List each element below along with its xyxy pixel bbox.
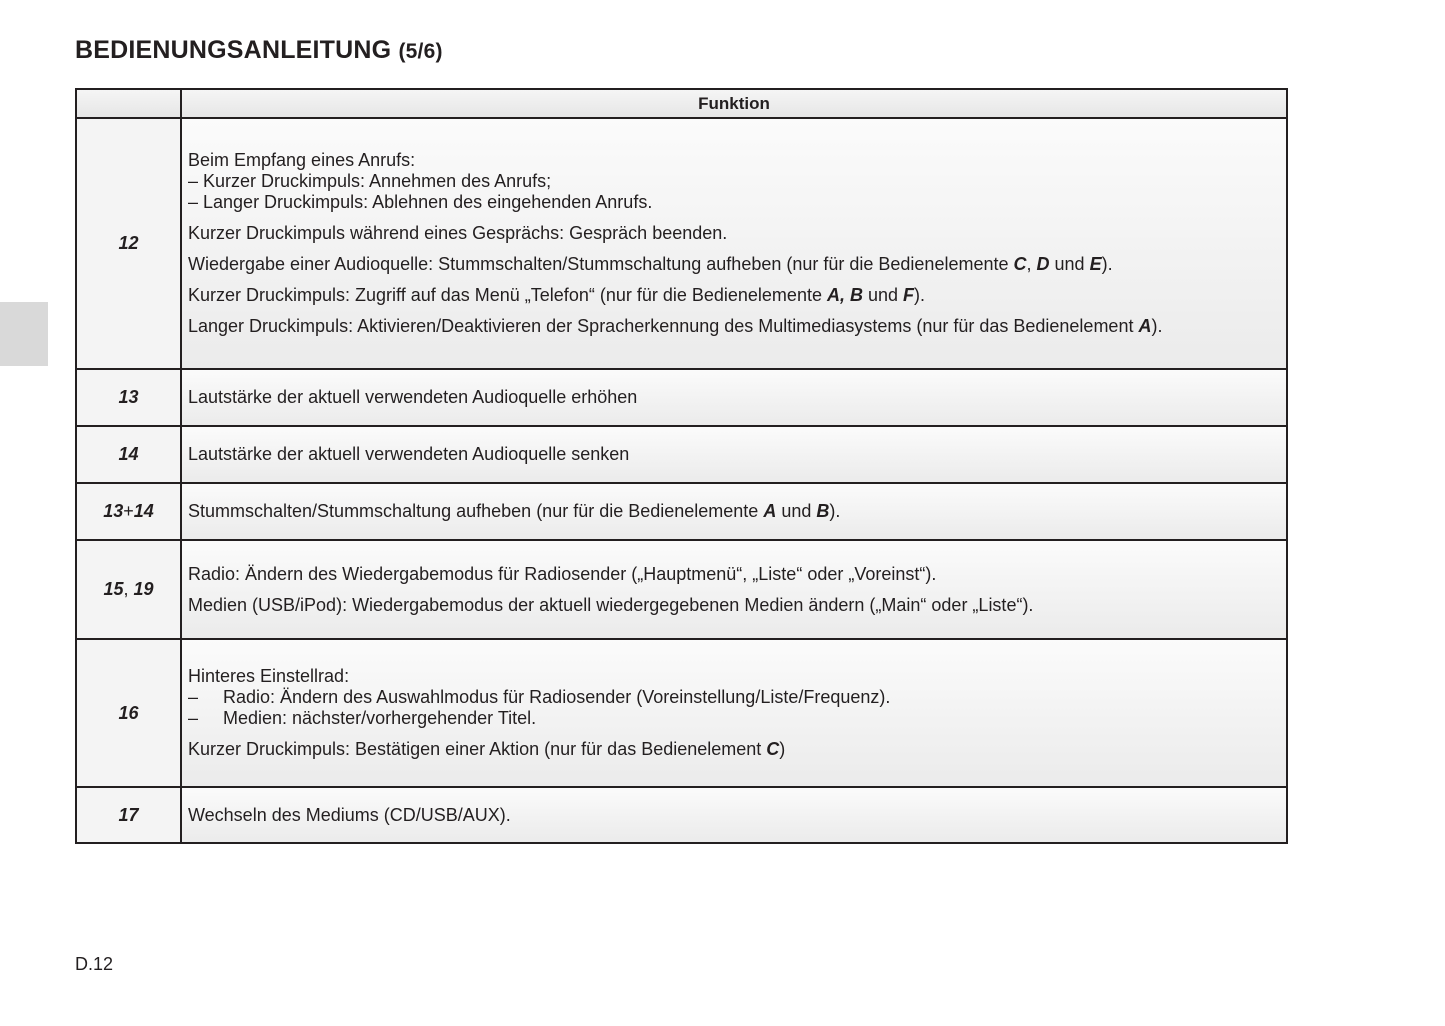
page-title: [75, 36, 443, 65]
media-mode-text: Medien (USB/iPod): Wiedergabemodus der aktuell wiedergegebenen Medien ändern („Main“ oder „Liste“).: [188, 594, 1034, 615]
call-reception-block: [188, 150, 1276, 213]
phone-menu-text: [188, 285, 1276, 306]
row-function: Lautstärke der aktuell verwendeten Audioquelle erhöhen: [181, 369, 1287, 426]
control-key: B: [816, 501, 830, 521]
list-item: [188, 708, 1276, 729]
control-key: C: [766, 739, 780, 759]
confirm-action-text: [188, 739, 1276, 760]
number-separator: +: [123, 501, 134, 521]
call-reject-line: – Langer Druckimpuls: Ablehnen des eingehenden Anrufs.: [188, 192, 653, 212]
number-part: 14: [133, 501, 154, 521]
row-function: [181, 639, 1287, 787]
radio-item: Radio: Ändern des Auswahlmodus für Radiosender (Voreinstellung/Liste/Frequenz).: [223, 687, 891, 707]
phone-menu-desc: Kurzer Druckimpuls: Zugriff auf das Menü „Telefon“ (nur für die Bedienelemente: [188, 285, 827, 305]
separator: und: [776, 501, 817, 521]
row-number: 14: [76, 426, 181, 483]
control-key: F: [903, 285, 915, 305]
table-header-row: [76, 89, 1287, 118]
closing: ).: [914, 285, 926, 305]
row-function: Wechseln des Mediums (CD/USB/AUX).: [181, 787, 1287, 843]
control-key: C: [1013, 254, 1027, 274]
media-item: Medien: nächster/vorhergehender Titel.: [223, 708, 537, 728]
control-key: E: [1089, 254, 1102, 274]
mute-desc: Stummschalten/Stummschaltung aufheben (nur für die Bedienelemente: [188, 501, 764, 521]
table-row: [76, 369, 1287, 426]
voice-recognition-text: [188, 316, 1276, 337]
row-number: 12: [76, 118, 181, 369]
separator: ,: [1026, 254, 1037, 274]
row-number: 17: [76, 787, 181, 843]
dash-bullet: –: [188, 687, 199, 707]
control-key: A: [1138, 316, 1152, 336]
table-row: [76, 639, 1287, 787]
closing: ): [779, 739, 786, 759]
table-row: [76, 426, 1287, 483]
call-accept-line: – Kurzer Druckimpuls: Annehmen des Anrufs;: [188, 171, 552, 191]
separator: und: [1049, 254, 1090, 274]
control-key: D: [1036, 254, 1050, 274]
number-part: 15: [103, 579, 124, 599]
radio-mode-text: Radio: Ändern des Wiedergabemodus für Radiosender („Hauptmenü“, „Liste“ oder „Voreinst“).: [188, 563, 937, 584]
control-key: A, B: [826, 285, 863, 305]
row-function: Lautstärke der aktuell verwendeten Audioquelle senken: [181, 426, 1287, 483]
section-tab-marker: [0, 302, 48, 366]
row-function: [181, 483, 1287, 540]
row-function: [181, 540, 1287, 639]
number-part: 13: [103, 501, 124, 521]
table-row: [76, 787, 1287, 843]
control-key: A: [763, 501, 777, 521]
number-separator: ,: [123, 579, 134, 599]
rear-wheel-block: [188, 666, 1276, 729]
page-number: D.12: [75, 954, 114, 974]
row-number: [76, 540, 181, 639]
function-table: [75, 88, 1288, 844]
list-item: [188, 687, 1276, 708]
row-number: 16: [76, 639, 181, 787]
closing: ).: [829, 501, 841, 521]
column-header-function: Funktion: [181, 89, 1287, 118]
dash-bullet: –: [188, 708, 199, 728]
page-title-part: (5/6): [398, 40, 443, 63]
mute-audio-desc: Wiedergabe einer Audioquelle: Stummschalten/Stummschaltung aufheben (nur für die Bedienelemente: [188, 254, 1014, 274]
rear-wheel-intro: Hinteres Einstellrad:: [188, 666, 350, 686]
row-number: [76, 483, 181, 540]
row-function: [181, 118, 1287, 369]
end-call-text: Kurzer Druckimpuls während eines Gesprächs: Gespräch beenden.: [188, 223, 728, 243]
table-row: [76, 118, 1287, 369]
table-row: [76, 540, 1287, 639]
table-row: [76, 483, 1287, 540]
call-intro-line: Beim Empfang eines Anrufs:: [188, 150, 416, 170]
confirm-desc: Kurzer Druckimpuls: Bestätigen einer Aktion (nur für das Bedienelement: [188, 739, 767, 759]
page-title-main: BEDIENUNGSANLEITUNG: [75, 36, 392, 64]
closing: ).: [1151, 316, 1163, 336]
number-part: 19: [133, 579, 154, 599]
column-header-number: [76, 89, 181, 118]
separator: und: [862, 285, 904, 305]
voice-recognition-desc: Langer Druckimpuls: Aktivieren/Deaktivieren der Spracherkennung des Multimediasystems (nur für das Bedienelement: [188, 316, 1139, 336]
row-number: 13: [76, 369, 181, 426]
mute-audio-text: [188, 254, 1276, 275]
closing: ).: [1101, 254, 1113, 274]
